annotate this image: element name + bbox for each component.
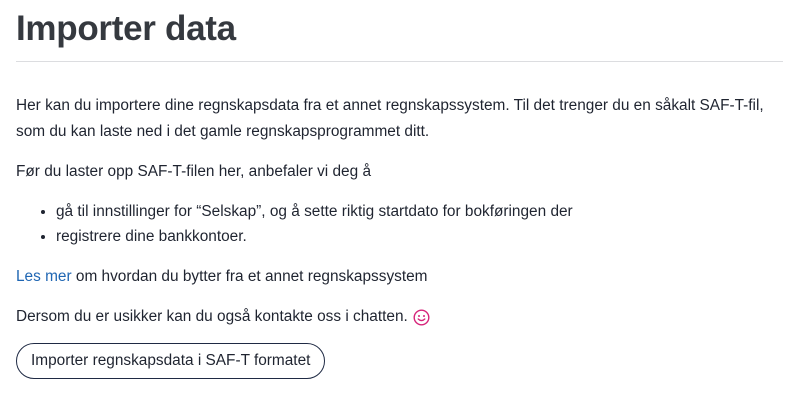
intro-text: Her kan du importere dine regnskapsdata fra et annet regnskapssystem. Til det trenger du en såkalt SAF-T-fil, som du kan laste ned i det gamle regnskapsprogrammet ditt. bbox=[16, 97, 764, 140]
recommendation-list bbox=[16, 199, 783, 249]
smile-icon bbox=[413, 309, 430, 326]
read-more-link[interactable]: Les mer bbox=[16, 268, 72, 285]
title-divider bbox=[16, 61, 783, 62]
read-more-description: om hvordan du bytter fra et annet regnskapssystem bbox=[71, 268, 428, 285]
page-title: Importer data bbox=[16, 9, 236, 48]
contact-text bbox=[16, 304, 783, 330]
contact-message: Dersom du er usikker kan du også kontakte oss i chatten. bbox=[16, 308, 408, 325]
read-more-text bbox=[16, 264, 783, 290]
list-item: • gå til innstillinger for “Selskap”, og å sette riktig startdato for bokføringen der bbox=[56, 199, 783, 224]
list-item: • registrere dine bankkontoer. bbox=[56, 224, 783, 249]
recommendation-text: Før du laster opp SAF-T-filen her, anbefaler vi deg å bbox=[16, 163, 372, 180]
import-saft-button[interactable]: Importer regnskapsdata i SAF-T formatet bbox=[16, 343, 325, 379]
